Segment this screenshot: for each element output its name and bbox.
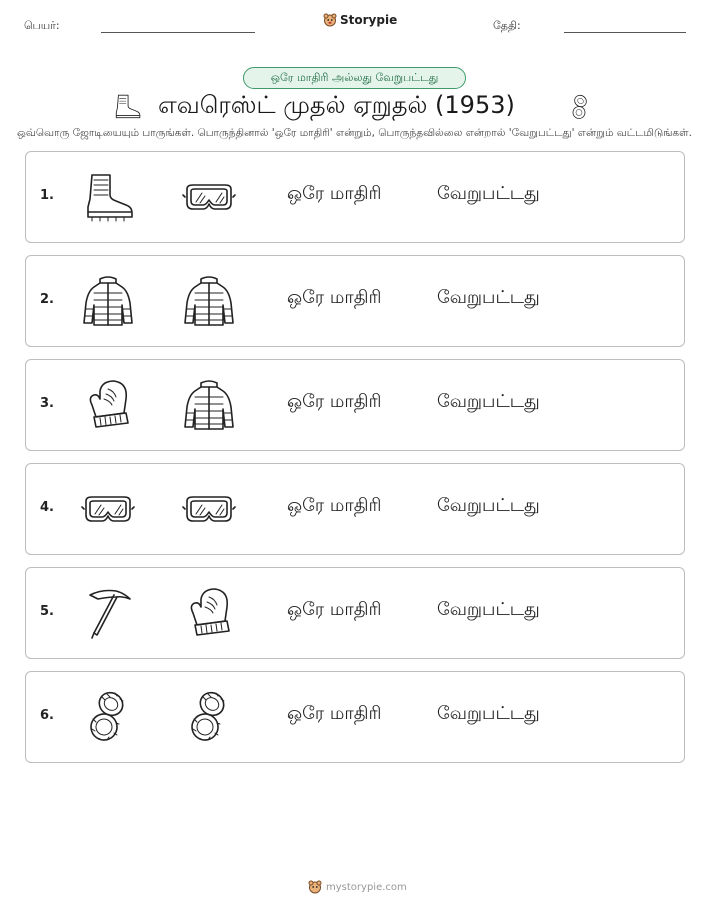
different-option[interactable]: வேறுபட்டது (437, 495, 540, 516)
instructions: ஒவ்வொரு ஜோடியையும் பாருங்கள். பொருந்தினால் 'ஒரே மாதிரி' என்றும், பொருந்தவில்லை என்றால் 'வேறுபட்டது' என்றும் வட்டமிடுங்கள். (17, 127, 692, 139)
question-row (25, 255, 685, 347)
question-number: 2. (40, 292, 54, 307)
boot-icon (80, 169, 136, 225)
different-option[interactable]: வேறுபட்டது (437, 391, 540, 412)
same-option[interactable]: ஒரே மாதிரி (287, 599, 382, 620)
title-row (0, 90, 709, 122)
footer-url[interactable]: mystorypie.com (326, 881, 407, 893)
ice-axe-icon (80, 585, 136, 641)
goggles-icon (181, 481, 237, 537)
jacket-icon (181, 377, 237, 433)
different-option[interactable]: வேறுபட்டது (437, 703, 540, 724)
brand-logo (323, 13, 397, 27)
boot-icon (112, 92, 142, 122)
rope-icon (80, 689, 136, 745)
question-row (25, 567, 685, 659)
question-number: 4. (40, 500, 54, 515)
same-option[interactable]: ஒரே மாதிரி (287, 287, 382, 308)
question-number: 5. (40, 604, 54, 619)
date-label: தேதி: (493, 19, 521, 32)
rope-icon (181, 689, 237, 745)
question-row (25, 671, 685, 763)
worksheet-header (0, 0, 709, 50)
question-row (25, 151, 685, 243)
footer (308, 880, 407, 894)
goggles-icon (181, 169, 237, 225)
rope-icon (566, 91, 594, 123)
mitten-icon (80, 377, 136, 433)
name-label: பெயர்: (24, 19, 60, 32)
worksheet-type-badge: ஒரே மாதிரி அல்லது வேறுபட்டது (243, 67, 466, 89)
storypie-mascot-icon (323, 13, 337, 27)
jacket-icon (181, 273, 237, 329)
question-row (25, 359, 685, 451)
question-number: 3. (40, 396, 54, 411)
storypie-mascot-icon (308, 880, 322, 894)
worksheet-title: எவரெஸ்ட் முதல் ஏறுதல் (1953) (158, 91, 515, 119)
name-line[interactable] (101, 32, 255, 33)
mitten-icon (181, 585, 237, 641)
question-row (25, 463, 685, 555)
question-number: 6. (40, 708, 54, 723)
brand-name: Storypie (340, 13, 398, 27)
same-option[interactable]: ஒரே மாதிரி (287, 703, 382, 724)
different-option[interactable]: வேறுபட்டது (437, 599, 540, 620)
same-option[interactable]: ஒரே மாதிரி (287, 391, 382, 412)
different-option[interactable]: வேறுபட்டது (437, 183, 540, 204)
date-line[interactable] (564, 32, 686, 33)
different-option[interactable]: வேறுபட்டது (437, 287, 540, 308)
jacket-icon (80, 273, 136, 329)
same-option[interactable]: ஒரே மாதிரி (287, 183, 382, 204)
same-option[interactable]: ஒரே மாதிரி (287, 495, 382, 516)
goggles-icon (80, 481, 136, 537)
question-number: 1. (40, 188, 54, 203)
